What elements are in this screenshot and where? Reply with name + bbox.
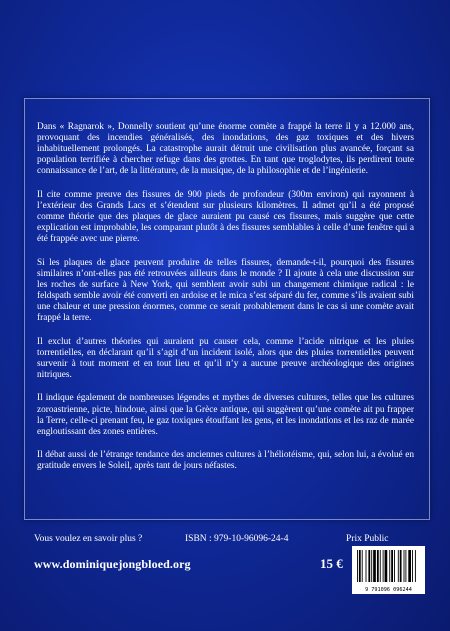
price-label: Prix Public: [346, 534, 389, 544]
paragraph-4: Il exclut d’autres théories qui auraient pu causer cela, comme l’acide nitrique et les pluies torrentielles, en déclarant qu’il s’agit d’un incident isolé, alors que des pluies torrentielles peuvent survenir à tout moment et en tout lieu et qu’il n’y a aucune preuve archéologique des origines nitriques.: [37, 336, 414, 380]
more-info-text: Vous voulez en savoir plus ?: [34, 534, 143, 544]
barcode: [352, 546, 425, 594]
isbn-text: ISBN : 979-10-96096-24-4: [185, 534, 289, 544]
paragraph-1: Dans « Ragnarok », Donnelly soutient qu’une énorme comète a frappé la terre il y a 12.000 ans, provoquant des incendies généralisés, des inondations, des gaz toxiques et des hivers inhabituellement prolongés. La catastrophe aurait détruit une civilisation plus avancée, forçant sa population terrifiée à chercher refuge dans des grottes. En tant que troglodytes, ils perdirent toute connaissance de l’art, de la littérature, de la musique, de la philosophie et de l’ingénierie.: [37, 122, 414, 177]
website-link[interactable]: www.dominiquejongbloed.org: [34, 557, 191, 571]
price-value: 15 €: [320, 556, 343, 571]
paragraph-5: Il indique également de nombreuses légendes et mythes de diverses cultures, telles que les cultures zoroastrienne, picte, hindoue, ainsi que la Grèce antique, qui suggèrent qu’une comète ait pu frapper la Terre, celle-ci prenant feu, le gaz toxiques étouffant les gens, et les inondations et les raz de marée engloutissant des zones entières.: [37, 393, 414, 437]
barcode-digits: 9 791096 096244: [365, 587, 412, 593]
paragraph-6: Il débat aussi de l’étrange tendance des anciennes cultures à l’héliotéisme, qui, selon lui, a évolué en gratitude envers le Soleil, après tant de jours néfastes.: [37, 450, 414, 472]
barcode-bars-icon: [352, 546, 425, 586]
back-cover-text: [37, 122, 414, 472]
paragraph-3: Si les plaques de glace peuvent produire de telles fissures, demande-t-il, pourquoi des fissures similaires n’ont-elles pas été retrouvées ailleurs dans le monde ? Il ajoute à cela une discussion sur les roches de surface à New York, qui semblent avoir subi un changement chimique radical : le feldspath semble avoir été converti en ardoise et le mica s’est séparé du fer, comme s’ils avaient subi une chaleur et une pression énormes, comme ce serait probablement dans le cas si une comète avait frappé la terre.: [37, 257, 414, 324]
paragraph-2: Il cite comme preuve des fissures de 900 pieds de profondeur (300m environ) qui rayonnent à l’extérieur des Grands Lacs et s’étendent sur plusieurs kilomètres. Il admet qu’il a été proposé comme théorie que des plaques de glace auraient pu causé ces fissures, mais suggère que cette explication est improbable, les comparant plutôt à des fissures semblables à celle d’une fenêtre qui a été frappée avec une pierre.: [37, 189, 414, 245]
